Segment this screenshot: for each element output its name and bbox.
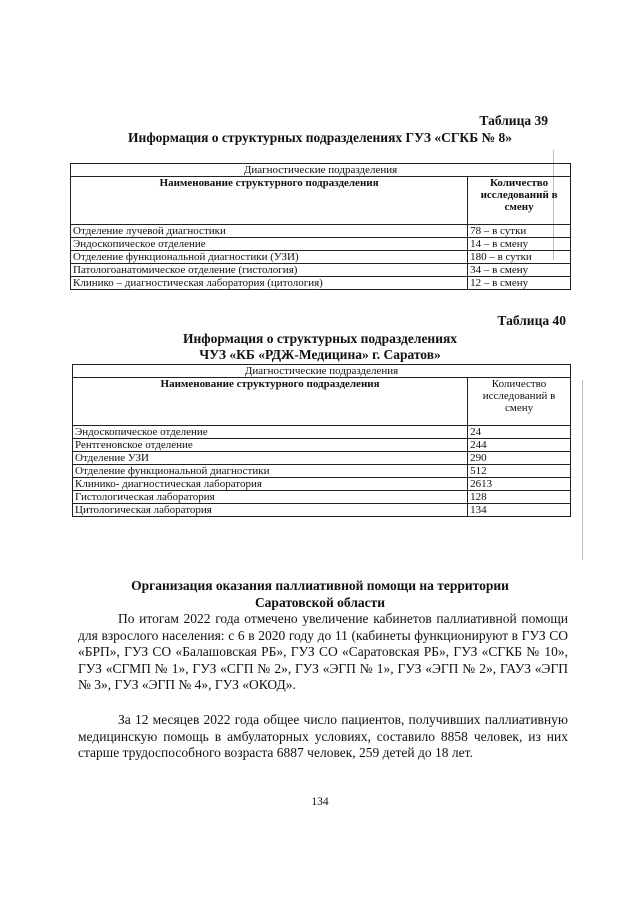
row-name: Клинико – диагностическая лаборатория (цитология): [71, 277, 468, 290]
row-name: Патологоанатомическое отделение (гистология): [71, 264, 468, 277]
table40-label: Таблица 40: [497, 313, 566, 328]
table-row: [73, 504, 571, 517]
table-row: [73, 465, 571, 478]
table-row: [73, 478, 571, 491]
table39-col-count: Количество исследований в смену: [468, 177, 571, 225]
row-name: Клинико- диагностическая лаборатория: [73, 478, 468, 491]
row-value: 24: [468, 426, 571, 439]
row-name: Отделение функциональной диагностики (УЗИ): [71, 251, 468, 264]
table40-col-count: Количество исследований в смену: [468, 378, 571, 426]
table40-col-name: Наименование структурного подразделения: [73, 378, 468, 426]
section-heading: [70, 578, 570, 611]
paragraph-2: За 12 месяцев 2022 года общее число пациентов, получивших паллиативную медицинскую помощь в амбулаторных условиях, составило 8858 человек, из них старше трудоспособного возраста 6887 человек, 259 детей до 18 лет.: [78, 712, 568, 760]
scan-edge-line: [582, 380, 583, 560]
table-row: [71, 238, 571, 251]
row-name: Эндоскопическое отделение: [71, 238, 468, 251]
row-value: 2613: [468, 478, 571, 491]
table40-title-line1: Информация о структурных подразделениях: [182, 331, 458, 346]
table39-col-name: Наименование структурного подразделения: [71, 177, 468, 225]
table40-section-header: Диагностические подразделения: [73, 365, 571, 378]
table39: [70, 163, 571, 290]
row-name: Отделение УЗИ: [73, 452, 468, 465]
row-value: 134: [468, 504, 571, 517]
table40-title-line2: ЧУЗ «КБ «РДЖ-Медицина» г. Саратов»: [199, 347, 441, 362]
row-name: Цитологическая лаборатория: [73, 504, 468, 517]
row-value: 128: [468, 491, 571, 504]
row-value: 512: [468, 465, 571, 478]
row-name: Рентгеновское отделение: [73, 439, 468, 452]
table-row: [73, 426, 571, 439]
row-value: 180 – в сутки: [468, 251, 571, 264]
table39-label: Таблица 39: [479, 113, 548, 128]
section-heading-line1: Организация оказания паллиативной помощи на территории: [131, 578, 509, 593]
table39-section-header: Диагностические подразделения: [71, 164, 571, 177]
section-heading-line2: Саратовской области: [254, 594, 386, 610]
row-value: 78 – в сутки: [468, 225, 571, 238]
table-row: [71, 225, 571, 238]
table-row: [73, 439, 571, 452]
table40: [72, 364, 571, 517]
row-value: 12 – в смену: [468, 277, 571, 290]
row-value: 14 – в смену: [468, 238, 571, 251]
row-value: 244: [468, 439, 571, 452]
row-value: 34 – в смену: [468, 264, 571, 277]
table-row: [71, 264, 571, 277]
table-row: [71, 277, 571, 290]
table-row: [73, 491, 571, 504]
row-name: Отделение лучевой диагностики: [71, 225, 468, 238]
table-row: [71, 251, 571, 264]
table39-title: Информация о структурных подразделениях ГУЗ «СГКБ № 8»: [128, 130, 512, 145]
paragraph-1: По итогам 2022 года отмечено увеличение кабинетов паллиативной помощи для взрослого населения: с 6 в 2020 году до 11 (кабинеты функционируют в ГУЗ СО «БРП», ГУЗ СО «Балашовская РБ», ГУЗ СО «Саратовская РБ», ГУЗ «СГКБ № 10», ГУЗ «СГМП № 1», ГУЗ «СГП № 2», ГУЗ «ЭГП № 1», ГУЗ «ЭГП № 2», ГАУЗ «ЭГП № 3», ГУЗ «ЭГП № 4», ГУЗ «ОКОД».: [78, 611, 568, 692]
row-name: Отделение функциональной диагностики: [73, 465, 468, 478]
row-value: 290: [468, 452, 571, 465]
table40-title: [70, 331, 570, 363]
page-number: 134: [311, 796, 329, 808]
table-row: [73, 452, 571, 465]
row-name: Гистологическая лаборатория: [73, 491, 468, 504]
row-name: Эндоскопическое отделение: [73, 426, 468, 439]
